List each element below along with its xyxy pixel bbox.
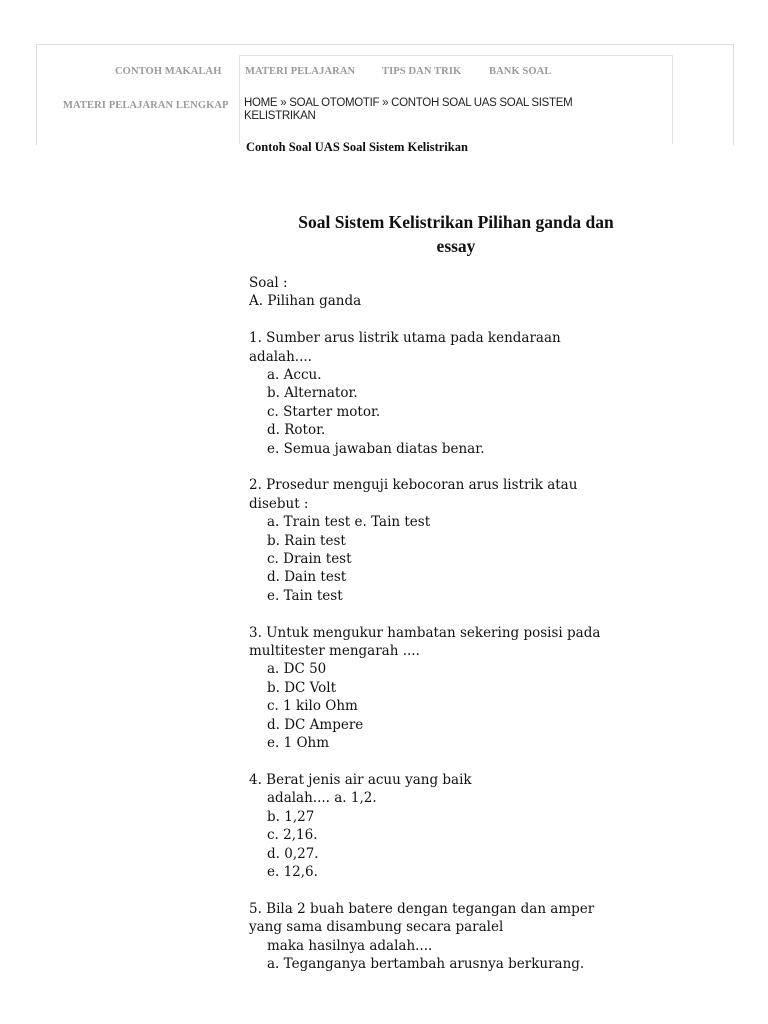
soal-label: Soal : <box>249 275 288 291</box>
breadcrumb-separator: » <box>277 97 290 109</box>
answer-option: a. Accu. <box>267 367 322 384</box>
nav-link-bank-soal[interactable]: BANK SOAL <box>489 66 552 77</box>
answer-option: a. Teganganya bertambah arusnya berkurang. <box>267 955 585 972</box>
answer-option: b. DC Volt <box>267 679 337 696</box>
answer-option: c. Starter motor. <box>267 403 381 420</box>
answer-option: d. Dain test <box>267 569 347 586</box>
answer-option: b. 1,27 <box>267 808 315 825</box>
document-title-line: essay <box>436 236 476 256</box>
header-divider <box>239 55 240 144</box>
question-text: 5. Bila 2 buah batere dengan tegangan dan amper <box>249 900 595 917</box>
question-text: 2. Prosedur menguji kebocoran arus listrik atau <box>249 477 578 494</box>
nav-link-materi-pelajaran[interactable]: MATERI PELAJARAN <box>245 66 356 77</box>
answer-option: d. 0,27. <box>267 845 319 862</box>
nav-link-contoh-makalah[interactable]: CONTOH MAKALAH <box>115 66 222 77</box>
answer-option: e. 12,6. <box>267 863 318 880</box>
answer-option: a. Train test e. Tain test <box>267 514 431 531</box>
header-divider <box>239 55 673 56</box>
section-heading: A. Pilihan ganda <box>249 293 362 310</box>
question-text: adalah.... a. 1,2. <box>267 790 377 807</box>
answer-option: b. Rain test <box>267 532 346 549</box>
document-title <box>246 210 666 258</box>
question-text: multitester mengarah .... <box>249 643 420 660</box>
breadcrumb <box>244 97 604 123</box>
nav-link-materi-pelajaran-lengkap[interactable]: MATERI PELAJARAN LENGKAP <box>63 100 229 111</box>
page-subtitle: Contoh Soal UAS Soal Sistem Kelistrikan <box>246 140 468 154</box>
breadcrumb-soal-otomotif-link[interactable]: SOAL OTOMOTIF <box>289 97 380 109</box>
breadcrumb-current: CONTOH SOAL UAS SOAL SISTEM <box>391 97 573 109</box>
question-text: yang sama disambung secara paralel <box>249 919 504 936</box>
breadcrumb-home-link[interactable]: HOME <box>244 97 278 109</box>
answer-option: e. Tain test <box>267 587 343 604</box>
document-title-line: Soal Sistem Kelistrikan Pilihan ganda dan <box>298 212 614 232</box>
answer-option: d. Rotor. <box>267 422 326 439</box>
answer-option: d. DC Ampere <box>267 716 364 733</box>
answer-option: c. Drain test <box>267 551 352 568</box>
answer-option: c. 1 kilo Ohm <box>267 698 358 715</box>
header-frame <box>36 44 734 145</box>
breadcrumb-current: KELISTRIKAN <box>244 110 316 122</box>
answer-option: e. 1 Ohm <box>267 735 330 752</box>
answer-option: e. Semua jawaban diatas benar. <box>267 440 485 457</box>
answer-option: a. DC 50 <box>267 661 327 678</box>
question-text: 1. Sumber arus listrik utama pada kendaraan <box>249 330 561 347</box>
breadcrumb-separator: » <box>379 97 392 109</box>
document-body <box>249 274 679 973</box>
header-divider <box>672 55 673 144</box>
question-text: adalah.... <box>249 348 312 365</box>
question-text: disebut : <box>249 495 309 512</box>
question-text: 4. Berat jenis air acuu yang baik <box>249 771 472 788</box>
answer-option: b. Alternator. <box>267 385 358 402</box>
question-text: maka hasilnya adalah.... <box>267 937 433 954</box>
answer-option: c. 2,16. <box>267 827 318 844</box>
nav-link-tips-dan-trik[interactable]: TIPS DAN TRIK <box>382 66 462 77</box>
question-text: 3. Untuk mengukur hambatan sekering posisi pada <box>249 624 601 641</box>
